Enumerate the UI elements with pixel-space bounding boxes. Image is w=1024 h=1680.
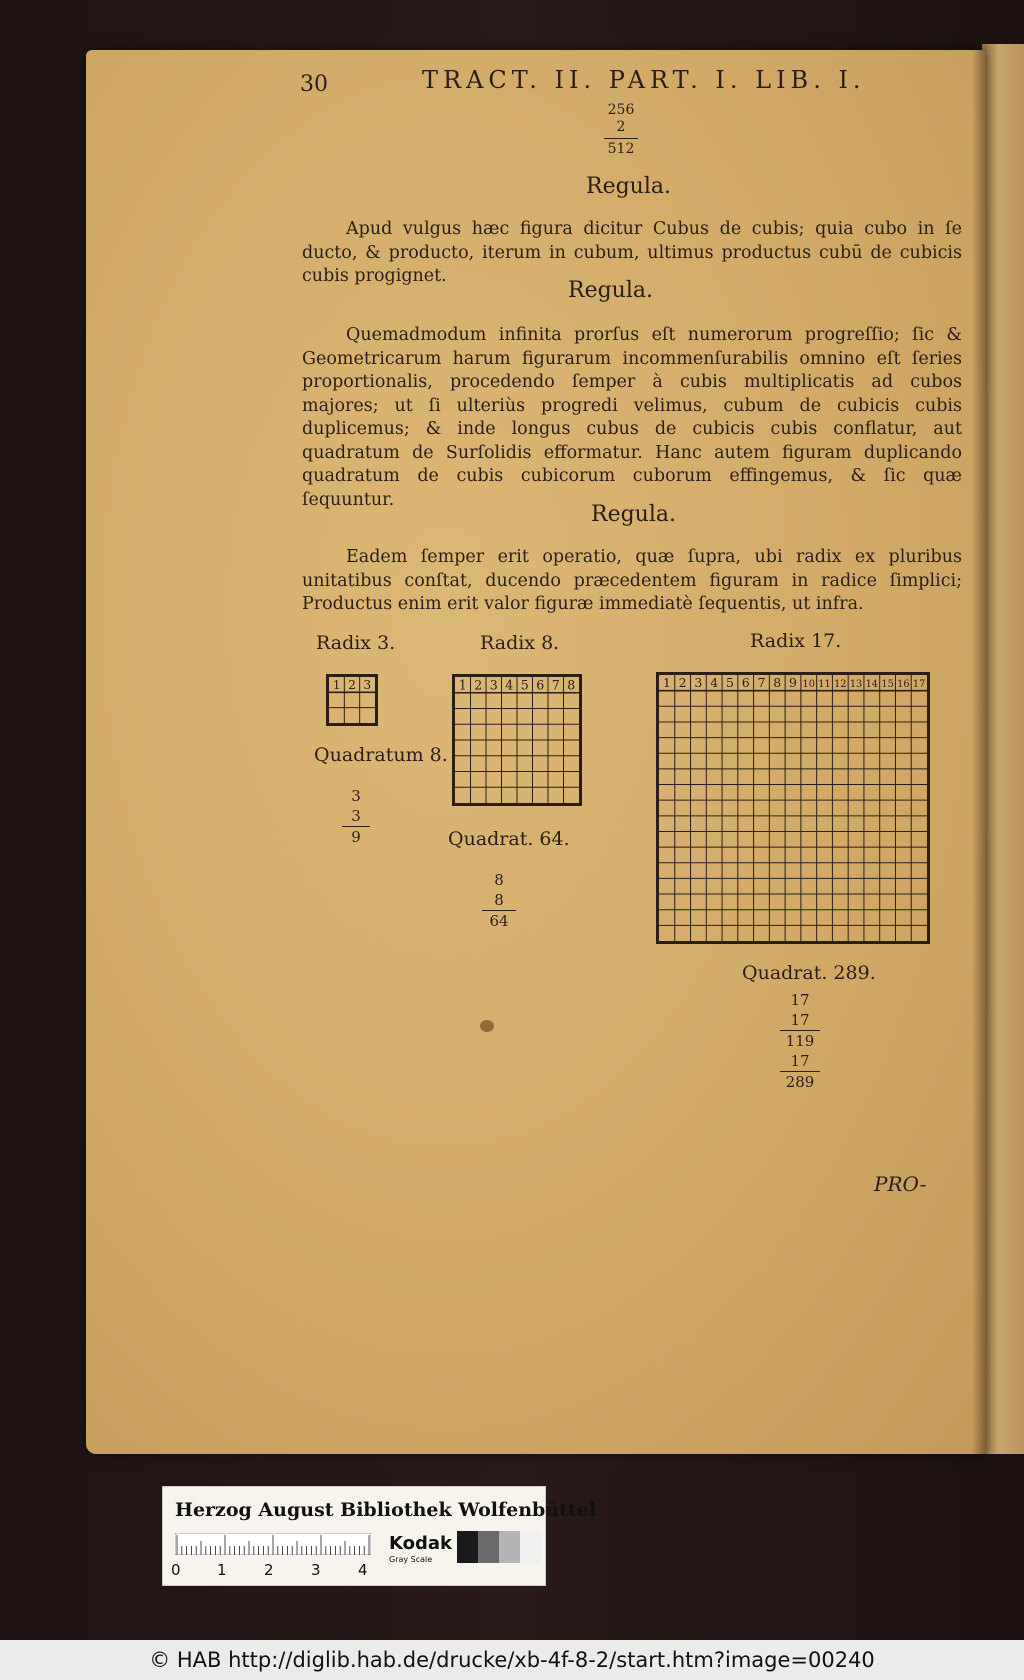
color-scale-card [162,1486,596,1586]
ruler-ticks [175,1533,371,1555]
ruler-number: 4 [358,1561,368,1579]
grid-header-number: 3 [489,677,498,693]
quadrat-label: Quadrat. 64. [448,828,570,850]
calc-rule [604,138,638,139]
grid-header-number: 1 [662,675,671,691]
section-heading: Regula. [591,502,676,527]
grid-header-number: 17 [912,679,926,691]
grid-header-number: 4 [710,675,719,691]
grid-header-number: 3 [694,675,703,691]
grid-header-number: 1 [332,677,341,692]
facing-page-edge [982,44,1024,1454]
calc-result: 9 [342,826,370,847]
calc-result: 289 [780,1071,820,1092]
radix-label: Radix 8. [480,632,560,654]
calc-result: 64 [482,910,516,931]
gray-scale-label: Gray Scale [389,1555,433,1564]
calc-operand: 256 [607,102,635,118]
calc-operand: 3 [351,807,361,825]
paragraph: Apud vulgus hæc figura dicitur Cubus de cubis; quia cubo in ſe ducto, & producto, iterum in cubum, ultimus productus cubū de cubicis cubis progignet. [302,219,962,286]
grid-header-number: 5 [725,675,734,691]
catchword: PRO- [874,1172,927,1196]
square-grid-3 [326,674,378,726]
grid-header-number: 1 [458,677,467,693]
grid-lines [455,677,579,803]
book-page [86,50,986,1454]
grid-header-number: 6 [741,675,750,691]
library-name: Herzog August Bibliothek Wolfenbüttel [175,1499,596,1521]
ruler-number: 1 [217,1561,227,1579]
copyright-footer: © HAB http://diglib.hab.de/drucke/xb-4f-8-2/start.htm?image=00240 [0,1640,1024,1680]
running-head: TRACT. II. PART. I. LIB. I. [422,66,866,94]
page-number: 30 [300,72,328,97]
grid-header-number: 4 [505,677,514,693]
gray-swatch [478,1531,499,1563]
grid-header-number: 10 [802,679,815,691]
calc-operand: 8 [494,871,504,889]
ruler-number: 3 [311,1561,321,1579]
grid-header-number: 2 [348,677,356,692]
quadrat-label: Quadratum 8. [314,744,448,766]
grid-header-number: 5 [520,677,529,693]
grid-lines [659,675,927,941]
radix-label: Radix 17. [750,630,842,652]
grid-header-number: 7 [757,675,766,691]
multiplication [780,990,820,1092]
paragraph: Eadem ſemper erit operatio, quæ ſupra, ubi radix ex pluribus unitatibus conſtat, ducendo præcedentem figuram in radice ſimplici; Productus enim erit valor figuræ immediatè ſequentis, ut infra. [302,547,962,614]
multiplication [482,870,516,931]
gray-swatch [520,1531,541,1563]
quadrat-label: Quadrat. 289. [742,962,876,984]
calc-result: 512 [607,140,635,157]
top-calculation [604,102,638,157]
multiplication [342,786,370,847]
ruler-number: 2 [264,1561,274,1579]
grid-header-number: 8 [773,675,782,691]
grid-header-number: 11 [818,679,831,691]
section-heading: Regula. [568,278,653,303]
grid-lines [329,677,375,723]
section-heading: Regula. [586,174,671,199]
square-grid-17 [656,672,930,944]
grid-header-number: 8 [567,677,576,693]
grid-header-number: 9 [789,675,797,691]
grid-header-number: 13 [849,679,863,691]
kodak-logo: Kodak [389,1533,452,1554]
grid-header-number: 3 [363,677,372,692]
calc-operand: 3 [351,787,361,805]
grid-header-number: 2 [678,675,687,691]
calc-partial: 119 [780,1030,820,1051]
grid-header-number: 12 [834,679,847,691]
paragraph: Quemadmodum infinita prorſus eſt numerorum progreſſio; ſic & Geometricarum harum figurarum incommenſurabilis omnino eſt ſeries proportionalis, procedendo ſemper à cubis multiplicatis ad cubos majores; ut ſi ulteriùs progredi velimus, cubum de cubicis cubis duplicemus; & inde longus cubus de cubicis cubis conflatur, aut quadratum de Surſolidis efformatur. Hanc autem figuram duplicando quadratum de cubis cubicorum cuborum effingemus, & ſic quæ ſequuntur. [302,325,962,510]
grid-header-number: 7 [551,677,560,693]
calc-operand: 2 [616,118,626,135]
calc-operand: 17 [790,991,810,1009]
gutter-shadow [972,50,986,1454]
radix-label: Radix 3. [316,632,396,654]
grid-header-number: 6 [536,677,545,693]
square-grid-8 [452,674,582,806]
grid-header-number: 2 [474,677,483,693]
gray-swatch [499,1531,520,1563]
ruler-number: 0 [171,1561,181,1579]
grid-header-number: 15 [881,679,894,691]
grid-header-number: 16 [897,679,910,691]
bleed-through-text [186,1120,191,1140]
calc-operand: 17 [790,1011,810,1029]
grid-header-number: 14 [865,679,879,691]
calc-operand: 17 [790,1052,810,1070]
ink-stain [480,1020,494,1032]
gray-swatch [457,1531,478,1563]
calc-operand: 8 [494,891,504,909]
